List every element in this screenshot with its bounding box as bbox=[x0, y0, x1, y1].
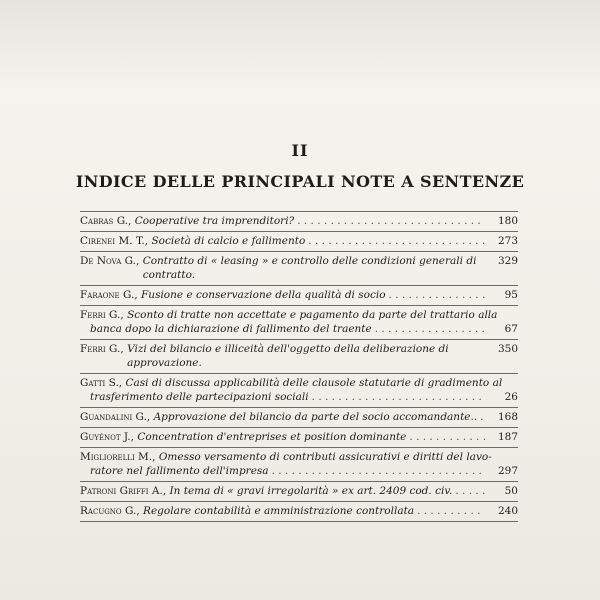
index-entry bbox=[80, 251, 518, 285]
entry-page-number: 95 bbox=[504, 289, 518, 301]
leader-dots bbox=[375, 322, 485, 336]
entry-title-continuation-line bbox=[80, 464, 518, 478]
entry-page-number: 350 bbox=[497, 343, 518, 355]
entry-page-number: 329 bbox=[497, 255, 518, 267]
entry-author: Cabras G., bbox=[80, 215, 132, 227]
entry-page-number: 273 bbox=[497, 235, 518, 247]
entry-line bbox=[80, 342, 518, 370]
leader-dots bbox=[417, 504, 485, 518]
leader-dots bbox=[272, 464, 485, 478]
entry-author: Ferri G., bbox=[80, 309, 124, 321]
index-entry bbox=[80, 211, 518, 231]
entry-title: Vizi del bilancio e illiceità dell'oggetto della deliberazione di approvazione. bbox=[127, 343, 449, 369]
section-number: II bbox=[291, 141, 309, 160]
index-entry bbox=[80, 501, 518, 522]
entry-author: Racugno G., bbox=[80, 505, 140, 517]
leader-dots bbox=[389, 288, 485, 302]
entry-title: Sconto di tratte non accettate e pagamento da parte del trattario alla bbox=[127, 309, 498, 321]
entry-author: Guyénot J., bbox=[80, 431, 134, 443]
index-entry bbox=[80, 285, 518, 305]
page-shadow bbox=[0, 0, 600, 90]
index-entry bbox=[80, 373, 518, 407]
section-title: INDICE DELLE PRINCIPALI NOTE A SENTENZE bbox=[75, 172, 525, 191]
entry-author: De Nova G., bbox=[80, 255, 140, 267]
entry-title: Approvazione del bilancio da parte del socio accomandante.. bbox=[153, 411, 478, 423]
entry-line bbox=[80, 288, 518, 302]
entry-title: In tema di « gravi irregolarità » ex art. 2409 cod. civ. bbox=[169, 485, 453, 497]
entry-title-continuation-line bbox=[80, 322, 518, 336]
entry-author: Faraone G., bbox=[80, 289, 138, 301]
leader-dots bbox=[455, 484, 485, 498]
entry-line bbox=[80, 430, 518, 444]
entry-author: Gatti S., bbox=[80, 377, 123, 389]
entry-page-number: 187 bbox=[497, 431, 518, 443]
entry-line bbox=[80, 308, 518, 322]
index-entry bbox=[80, 231, 518, 251]
entry-author: Migliorelli M., bbox=[80, 451, 156, 463]
index-entry bbox=[80, 339, 518, 373]
entry-title: Concentration d'entreprises et position dominante bbox=[137, 431, 407, 443]
leader-dots bbox=[312, 390, 485, 404]
index-entry bbox=[80, 481, 518, 501]
entry-title-continuation: trasferimento delle partecipazioni sociali bbox=[90, 391, 309, 403]
index-entry bbox=[80, 427, 518, 447]
entry-line bbox=[80, 214, 518, 228]
entry-title-continuation: banca dopo la dichiarazione di fallimento del traente bbox=[90, 323, 372, 335]
entry-line bbox=[80, 254, 518, 282]
entry-author: Ferri G., bbox=[80, 343, 124, 355]
entry-page-number: 168 bbox=[497, 411, 518, 423]
entry-title: Regolare contabilità e amministrazione controllata bbox=[143, 505, 415, 517]
entry-page-number: 67 bbox=[504, 323, 518, 335]
entry-title-continuation-line bbox=[80, 390, 518, 404]
entry-page-number: 180 bbox=[497, 215, 518, 227]
entry-line bbox=[80, 450, 518, 464]
entry-author: Guandalini G., bbox=[80, 411, 151, 423]
leader-dots bbox=[409, 430, 485, 444]
entry-line bbox=[80, 504, 518, 518]
leader-dots bbox=[297, 214, 485, 228]
entry-line bbox=[80, 376, 518, 390]
entry-author: Patroni Griffi A., bbox=[80, 485, 167, 497]
entry-title-continuation: ratore nel fallimento dell'impresa bbox=[90, 465, 269, 477]
entry-title: Contratto di « leasing » e controllo delle condizioni generali di contratto. bbox=[142, 255, 477, 281]
notes-index bbox=[80, 211, 518, 522]
entry-line bbox=[80, 410, 518, 424]
entry-page-number: 50 bbox=[504, 485, 518, 497]
entry-title: Cooperative tra imprenditori? bbox=[134, 215, 295, 227]
entry-title: Società di calcio e fallimento bbox=[151, 235, 306, 247]
entry-title: Casi di discussa applicabilità delle clausole statutarie di gradimento al bbox=[125, 377, 503, 389]
leader-dots bbox=[480, 410, 485, 424]
leader-dots bbox=[308, 234, 485, 248]
entry-page-number: 26 bbox=[504, 391, 518, 403]
entry-line bbox=[80, 484, 518, 498]
entry-line bbox=[80, 234, 518, 248]
entry-author: Cirenei M. T., bbox=[80, 235, 149, 247]
index-entry bbox=[80, 407, 518, 427]
index-entry bbox=[80, 447, 518, 481]
entry-page-number: 240 bbox=[497, 505, 518, 517]
entry-page-number: 297 bbox=[497, 465, 518, 477]
entry-title: Fusione e conservazione della qualità di socio bbox=[141, 289, 386, 301]
index-entry bbox=[80, 305, 518, 339]
entry-title: Omesso versamento di contributi assicurativi e diritti del lavo- bbox=[158, 451, 492, 463]
